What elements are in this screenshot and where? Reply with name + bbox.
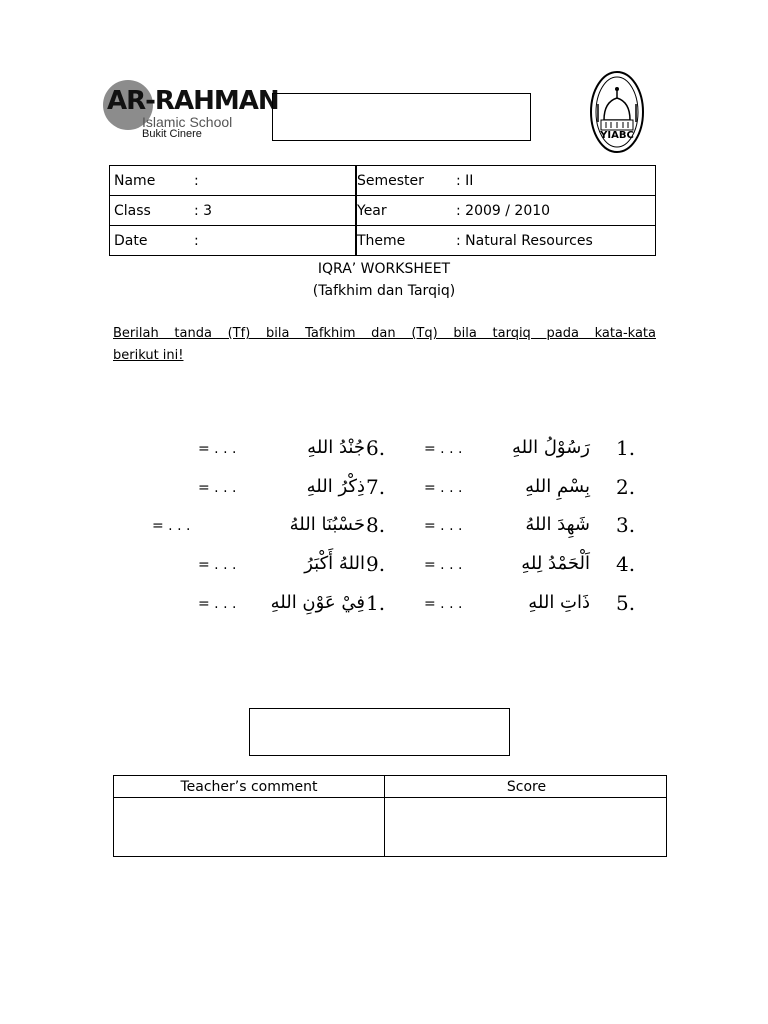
name-value: : bbox=[194, 173, 199, 189]
foundation-logo bbox=[589, 70, 645, 154]
item-answer-blank: = . . . bbox=[198, 441, 237, 457]
item-number: 3. bbox=[616, 513, 636, 537]
item-word: شَهِدَ اللهُ bbox=[525, 514, 590, 535]
info-row-date bbox=[110, 226, 655, 257]
item-word: فِيْ عَوْنِ اللهِ bbox=[270, 592, 365, 613]
item-number: 7. bbox=[366, 475, 386, 499]
item-answer-blank: = . . . bbox=[198, 596, 237, 612]
name-label: Name bbox=[114, 173, 156, 189]
item-number: 6. bbox=[366, 436, 386, 460]
item-answer-blank: = . . . bbox=[424, 480, 463, 496]
item-word: ذِكْرُ اللهِ bbox=[306, 476, 365, 497]
item-number: 4. bbox=[616, 552, 636, 576]
item-word: حَسْبُنَا اللهُ bbox=[289, 514, 365, 535]
theme-label: Theme bbox=[357, 233, 406, 249]
item-number: 2. bbox=[616, 475, 636, 499]
item-answer-blank: = . . . bbox=[424, 441, 463, 457]
date-value: : bbox=[194, 233, 199, 249]
item-number: 5. bbox=[616, 591, 636, 615]
date-label: Date bbox=[114, 233, 148, 249]
comment-table-header bbox=[114, 776, 666, 798]
item-word: بِسْمِ اللهِ bbox=[525, 476, 590, 497]
score-label: Score bbox=[506, 779, 547, 795]
theme-value: : Natural Resources bbox=[456, 233, 593, 249]
info-row-class bbox=[110, 196, 655, 226]
semester-label: Semester bbox=[357, 173, 424, 189]
score-box-middle bbox=[249, 708, 510, 756]
info-row-name bbox=[110, 166, 655, 196]
instruction-line-2: berikut ini! bbox=[113, 348, 184, 363]
item-number: 8. bbox=[366, 513, 386, 537]
score-box-top bbox=[272, 93, 531, 141]
item-number: 1. bbox=[616, 436, 636, 460]
item-answer-blank: = . . . bbox=[198, 557, 237, 573]
item-word: رَسُوْلُ اللهِ bbox=[512, 437, 590, 458]
teacher-comment-table bbox=[113, 775, 667, 857]
item-answer-blank: = . . . bbox=[198, 480, 237, 496]
foundation-logo-text: YIABC bbox=[600, 130, 634, 141]
class-label: Class bbox=[114, 203, 151, 219]
school-logo-location: Bukit Cinere bbox=[142, 128, 202, 140]
item-answer-blank: = . . . bbox=[424, 557, 463, 573]
student-info-table bbox=[109, 165, 656, 256]
item-word: اللهُ أَكْبَرُ bbox=[304, 553, 365, 574]
info-table-divider bbox=[355, 166, 357, 255]
exercise-left-column bbox=[140, 432, 390, 622]
item-word: جُنْدُ اللهِ bbox=[307, 437, 365, 458]
year-label: Year bbox=[357, 203, 387, 219]
worksheet-subtitle: (Tafkhim dan Tarqiq) bbox=[312, 283, 456, 299]
teacher-comment-field[interactable] bbox=[115, 799, 383, 856]
year-value: : 2009 / 2010 bbox=[456, 203, 551, 219]
item-answer-blank: = . . . bbox=[424, 596, 463, 612]
item-answer-blank: = . . . bbox=[152, 518, 191, 534]
mosque-dome-icon bbox=[589, 70, 645, 154]
item-answer-blank: = . . . bbox=[424, 518, 463, 534]
item-word: اَلْحَمْدُ لِلهِ bbox=[521, 553, 590, 574]
item-number: 9. bbox=[366, 552, 386, 576]
class-value: : 3 bbox=[194, 203, 213, 219]
item-number: 1. bbox=[366, 591, 386, 615]
worksheet-title: IQRA’ WORKSHEET bbox=[317, 261, 451, 277]
instruction-line-1: Berilah tanda (Tf) bila Tafkhim dan (Tq) bila tarqiq pada kata-kata bbox=[113, 326, 656, 341]
comment-table-divider bbox=[384, 776, 385, 856]
score-field[interactable] bbox=[386, 799, 666, 856]
teacher-comment-label: Teacher’s comment bbox=[180, 779, 318, 795]
semester-value: : II bbox=[456, 173, 474, 189]
school-logo-title: AR-RAHMAN bbox=[107, 86, 279, 116]
school-logo-subtitle: Islamic School bbox=[142, 114, 233, 130]
item-word: ذَاتِ اللهِ bbox=[528, 592, 590, 613]
